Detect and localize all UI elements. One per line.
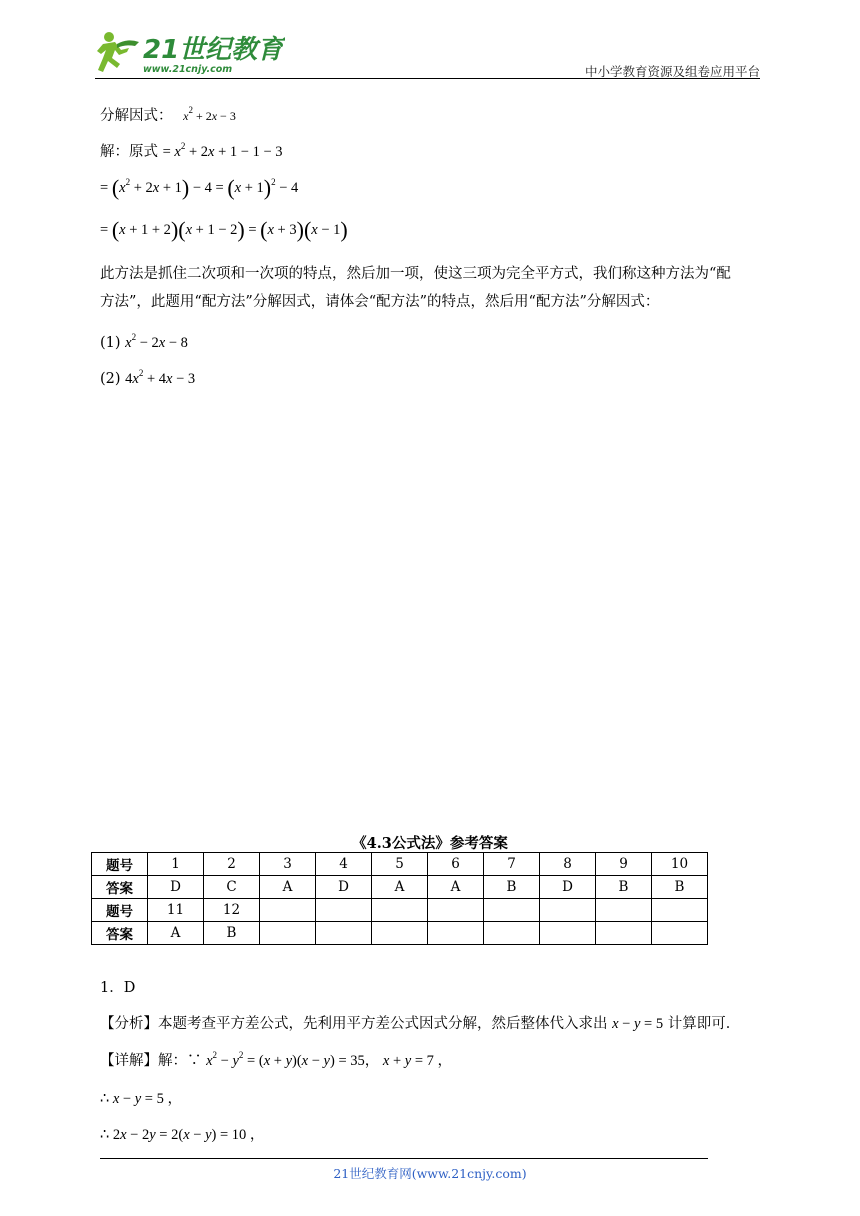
method-text-line-1: 此方法是抓住二次项和一次项的特点，然后加一项，使这三项为完全平方式，我们称这种方法为“配 bbox=[100, 266, 731, 282]
solution-line-3: = (x + 1 + 2)(x + 1 − 2) = (x + 3)(x − 1) bbox=[100, 217, 348, 242]
solution-1-step-2: ∴ 2x − 2y = 2(x − y) = 10 ， bbox=[100, 1127, 265, 1143]
part-1: (1) $x^2 - 2x - 8$ bbox=[100, 332, 188, 351]
table-row: 题号 1 2 3 4 5 6 7 8 9 10 bbox=[92, 853, 708, 876]
part-2: (2) $4x^2 + 4x - 3$ bbox=[100, 368, 196, 387]
footer-text: 21世纪教育网(www.21cnjy.com) bbox=[333, 1166, 527, 1181]
solution-1-heading: 1．D bbox=[100, 980, 136, 996]
page-header bbox=[95, 28, 760, 78]
svg-text:21世纪教育: 21世纪教育 bbox=[143, 35, 284, 65]
problem-prompt: 分解因式： bbox=[100, 108, 173, 124]
answer-key-title: 《4.3公式法》参考答案 bbox=[352, 835, 508, 852]
method-description bbox=[100, 260, 760, 316]
solution-line-1: 解：原式 = $x^2 + 2x + 1 - 1 - 3$ bbox=[100, 141, 283, 160]
answer-table bbox=[91, 852, 708, 945]
header-divider bbox=[95, 78, 760, 79]
table-row: 答案 A B bbox=[92, 922, 708, 945]
solution-label: 解：原式 bbox=[100, 144, 158, 160]
method-text-line-2: 方法”，此题用“配方法”分解因式，请体会“配方法”的特点，然后用“配方法”分解因式： bbox=[100, 294, 660, 310]
solution-1-detail: 【详解】解：∵ $x^2 - y^2 = (x + y)(x - y) = 35$， x + y = 7 ， bbox=[100, 1050, 452, 1069]
prompt-expression: $x^2 + 2x - 3$ bbox=[183, 105, 236, 123]
table-row: 题号 11 12 bbox=[92, 899, 708, 922]
platform-title: 中小学教育资源及组卷应用平台 bbox=[584, 64, 760, 79]
site-logo bbox=[95, 28, 285, 76]
logo-url: www.21cnjy.com bbox=[143, 64, 233, 75]
table-row: 答案 D C A D A A B D B B bbox=[92, 876, 708, 899]
problem-prompt-line bbox=[100, 104, 236, 125]
solution-1-step-1: ∴ x − y = 5 ， bbox=[100, 1091, 182, 1107]
solution-line-2: = $(x^2 + 2x + 1) - 4 = (x + 1)^2 - 4$ bbox=[100, 175, 299, 200]
solution-1-analysis: 【分析】本题考查平方差公式，先利用平方差公式因式分解，然后整体代入求出 x − y = 5 计算即可． bbox=[100, 1016, 741, 1032]
footer-divider bbox=[100, 1158, 708, 1159]
